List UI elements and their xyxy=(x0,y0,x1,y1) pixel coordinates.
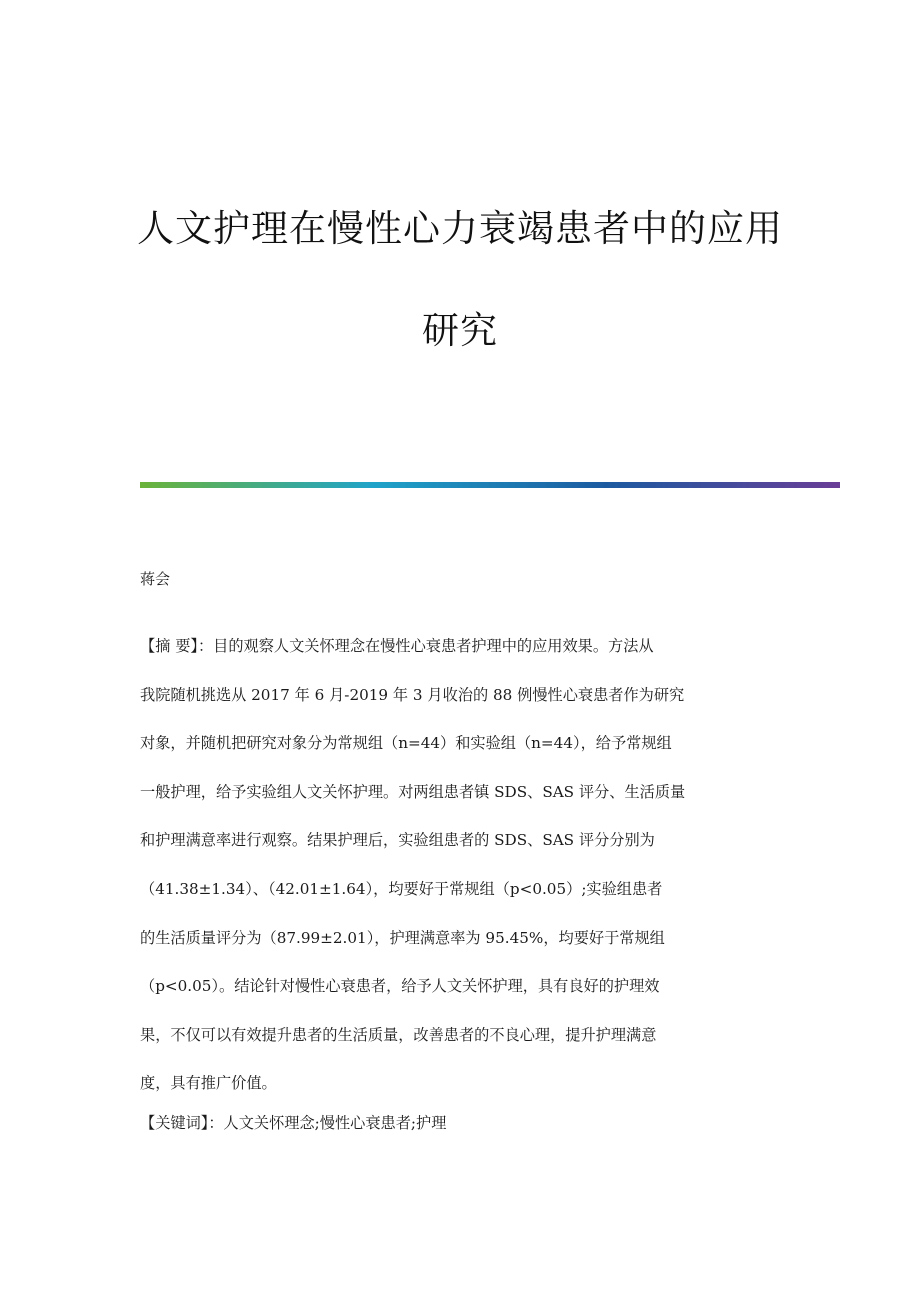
keywords-line: 【关键词】：人文关怀理念;慢性心衰患者;护理 xyxy=(140,1114,447,1132)
abstract-line: 【摘 要】：目的观察人文关怀理念在慢性心衰患者护理中的应用效果。方法从 xyxy=(140,637,654,655)
abstract-line: 一般护理，给予实验组人文关怀护理。对两组患者镇 SDS、SAS 评分、生活质量 xyxy=(140,782,686,801)
abstract-line: 果，不仅可以有效提升患者的生活质量，改善患者的不良心理，提升护理满意 xyxy=(140,1025,657,1044)
abstract-line: （p<0.05）。结论针对慢性心衰患者，给予人文关怀护理，具有良好的护理效 xyxy=(140,977,660,996)
author-name: 蒋会 xyxy=(140,570,171,588)
abstract-line: 对象，并随机把研究对象分为常规组（n=44）和实验组（n=44），给予常规组 xyxy=(140,734,672,753)
abstract-line: 我院随机挑选从 2017 年 6 月-2019 年 3 月收治的 88 例慢性心衰患者作为研究 xyxy=(140,685,685,704)
title-line-2: 研究 xyxy=(422,309,498,352)
gradient-divider xyxy=(140,482,840,488)
document-title xyxy=(0,205,920,355)
abstract-line: 度，具有推广价值。 xyxy=(140,1074,277,1093)
abstract-line: 和护理满意率进行观察。结果护理后，实验组患者的 SDS、SAS 评分分别为 xyxy=(140,831,655,850)
abstract-paragraph xyxy=(140,622,780,1108)
abstract-line: （41.38±1.34）、（42.01±1.64），均要好于常规组（p<0.05）;实验组患者 xyxy=(140,879,663,898)
title-line-1: 人文护理在慢性心力衰竭患者中的应用 xyxy=(137,207,783,250)
abstract-line: 的生活质量评分为（87.99±2.01），护理满意率为 95.45%，均要好于常规组 xyxy=(140,928,665,947)
